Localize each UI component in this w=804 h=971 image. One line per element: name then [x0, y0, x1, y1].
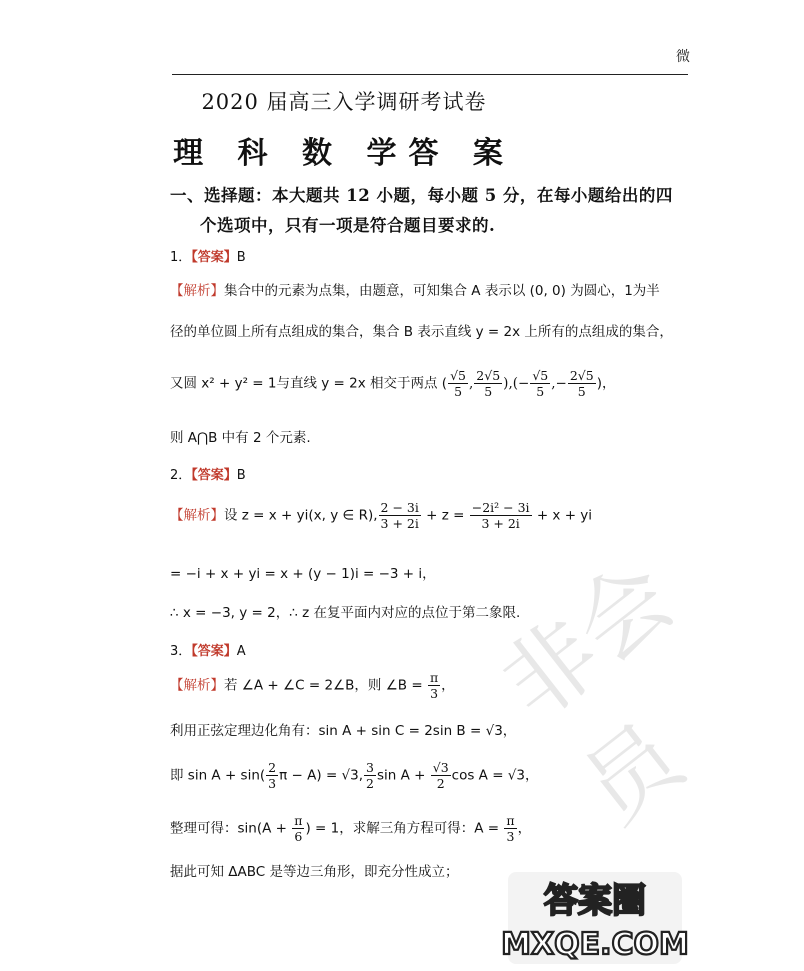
q1-answer-tag: 【答案】: [191, 250, 237, 265]
fraction: $\frac{2√5}{5}$: [476, 368, 501, 399]
q2-analysis-line1: [170, 500, 592, 531]
q3-answer-tag: 【答案】: [191, 644, 237, 659]
fraction: $\frac{2}{3}$: [268, 760, 277, 791]
fraction: $\frac{√3}{2}$: [432, 760, 449, 791]
q1-analysis-tag: 【解析】: [170, 283, 224, 299]
q3-analysis-line1: [170, 670, 455, 701]
q2-line1-post: + x + yi: [532, 507, 593, 524]
q3-header: [170, 640, 246, 659]
q1-header: [170, 246, 246, 265]
q2-mid: + z =: [421, 507, 469, 524]
logo-text-1: 答案圈: [544, 881, 646, 921]
q3-line4-b: ) = 1，求解三角方程可得：A =: [305, 820, 504, 837]
q3-line4-a: 整理可得：sin(A +: [170, 820, 292, 837]
q2-number: 2．: [170, 468, 192, 483]
fraction: $\frac{3}{2}$: [366, 760, 374, 791]
q3-line1-post: ，: [441, 677, 455, 694]
corner-mark: 微: [676, 49, 690, 65]
q3-analysis-line3: [170, 760, 539, 791]
q1-number: 1．: [170, 250, 192, 265]
q2-analysis-tag: 【解析】: [170, 507, 224, 524]
top-rule: [172, 74, 688, 75]
q1-analysis-line3: 又圆 x² + y² = 1与直线 y = 2x 相交于两点 ( $\frac{√5}{5}$ , $\frac{2√5}{5}$ ),(− $\frac{√5}{5}$ ,− $\frac{2√5}{5}$ )，: [170, 368, 616, 399]
fraction: $\frac{2 - 3i}{3 + 2i}$: [380, 500, 419, 531]
q1-line3-pre: 又圆 x² + y² = 1与直线 y = 2x 相交于两点 (: [170, 375, 448, 392]
fraction: $\frac{\pi}{3}$: [506, 813, 515, 844]
fraction: $\frac{2√5}{5}$: [569, 368, 594, 399]
q3-analysis-line2: 利用正弦定理边化角有：sin A + sin C = 2sin B = √3，: [170, 723, 517, 739]
fraction: $\frac{\text{−2i² − 3i}}{3 + 2i}$: [471, 500, 530, 531]
q1-analysis-line1: [170, 279, 660, 299]
q2-analysis-line3: ∴ x = −3, y = 2，∴ z 在复平面内对应的点位于第二象限.: [170, 605, 521, 621]
section-heading-line1: 一、选择题：本大题共 12 小题，每小题 5 分，在每小题给出的四: [170, 186, 673, 205]
site-logo: [501, 870, 689, 966]
watermark: 非会员: [482, 542, 702, 845]
document-subtitle: 理 科 数 学答 案: [173, 136, 515, 171]
q1-line3-post: )，: [596, 375, 616, 392]
section-heading-line2: 个选项中，只有一项是符合题目要求的.: [200, 216, 496, 235]
q2-analysis-line2: = −i + x + yi = x + (y − 1)i = −3 + i，: [170, 566, 436, 582]
document-title: 2020 届高三入学调研考试卷: [201, 90, 487, 114]
q3-line1-pre: 若 ∠A + ∠C = 2∠B，则 ∠B =: [224, 677, 427, 694]
q3-number: 3．: [170, 644, 192, 659]
fraction: $\frac{√5}{5}$: [450, 368, 466, 399]
q1-text-1: 集合中的元素为点集，由题意，可知集合 A 表示以 (0, 0) 为圆心，1为半: [224, 283, 660, 299]
q3-analysis-line5: 据此可知 ΔABC 是等边三角形，即充分性成立；: [170, 864, 459, 880]
q3-analysis-line4: [170, 813, 531, 844]
q1-analysis-line2: 径的单位圆上所有点组成的集合，集合 B 表示直线 y = 2x 上所有的点组成的集合，: [170, 324, 673, 340]
q3-line3-c: sin A +: [376, 767, 430, 784]
q2-answer: B: [236, 468, 246, 483]
q1-answer: B: [236, 250, 246, 265]
q2-answer-tag: 【答案】: [191, 468, 237, 483]
q3-line3-d: cos A = √3，: [451, 767, 539, 784]
q3-line3-a: 即 sin A + sin(: [170, 767, 266, 784]
q3-line3-b: π − A) = √3,: [279, 767, 364, 784]
q3-line4-c: ，: [517, 820, 532, 837]
q2-line1-pre: 设 z = x + yi(x, y ∈ R),: [224, 507, 378, 524]
logo-text-2: MXQE.COM: [501, 927, 689, 962]
q3-answer: A: [236, 644, 246, 659]
q3-analysis-tag: 【解析】: [170, 677, 224, 694]
q1-analysis-line4: 则 A⋂B 中有 2 个元素.: [170, 430, 311, 446]
fraction: $\frac{√5}{5}$: [532, 368, 549, 399]
q2-header: [170, 464, 246, 483]
fraction: $\frac{\pi}{6}$: [294, 813, 303, 844]
fraction: $\frac{\pi}{3}$: [429, 670, 439, 701]
